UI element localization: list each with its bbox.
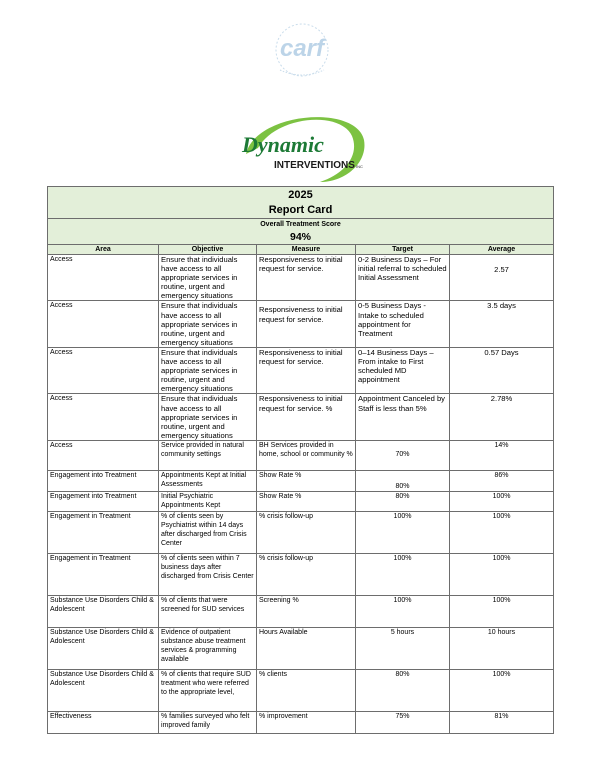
cell-measure: Show Rate % bbox=[257, 491, 356, 511]
cell-area: Effectiveness bbox=[48, 711, 159, 733]
cell-objective: Ensure that individuals have access to all appropriate services in routine, urgent and emergency situations bbox=[159, 301, 257, 347]
cell-area: Substance Use Disorders Child & Adolescent bbox=[48, 669, 159, 711]
cell-target: 0–14 Business Days – From intake to First scheduled MD appointment bbox=[356, 347, 450, 393]
cell-average: 10 hours bbox=[450, 627, 554, 669]
table-row bbox=[48, 440, 554, 470]
cell-area: Access bbox=[48, 255, 159, 301]
cell-measure: % clients bbox=[257, 669, 356, 711]
cell-average: 0.57 Days bbox=[450, 347, 554, 393]
column-header-target: Target bbox=[356, 245, 450, 255]
cell-area: Access bbox=[48, 440, 159, 470]
cell-target: 0-2 Business Days – For initial referral to scheduled Initial Assessment bbox=[356, 255, 450, 301]
column-header-measure: Measure bbox=[257, 245, 356, 255]
report-title: Report Card bbox=[48, 203, 554, 219]
cell-target: 80% bbox=[356, 669, 450, 711]
cell-objective: Service provided in natural community settings bbox=[159, 440, 257, 470]
logo-interventions-text: INTERVENTIONS bbox=[274, 160, 355, 171]
logo-inc-text: INC bbox=[356, 164, 363, 169]
carf-logo-text: carf bbox=[279, 35, 325, 62]
cell-objective: % families surveyed who felt improved family bbox=[159, 711, 257, 733]
table-row bbox=[48, 491, 554, 511]
table-row bbox=[48, 255, 554, 301]
overall-score-value: 94% bbox=[48, 230, 554, 245]
cell-objective: Ensure that individuals have access to all appropriate services in routine, urgent and emergency situations bbox=[159, 347, 257, 393]
cell-average: 100% bbox=[450, 553, 554, 595]
table-row bbox=[48, 669, 554, 711]
cell-objective: Ensure that individuals have access to all appropriate services in routine, urgent and emergency situations bbox=[159, 255, 257, 301]
cell-measure: BH Services provided in home, school or community % bbox=[257, 440, 356, 470]
cell-area: Engagement into Treatment bbox=[48, 491, 159, 511]
cell-average: 81% bbox=[450, 711, 554, 733]
table-row bbox=[48, 394, 554, 440]
overall-score-label: Overall Treatment Score bbox=[48, 219, 554, 231]
cell-measure: Show Rate % bbox=[257, 470, 356, 491]
cell-target: 80% bbox=[356, 491, 450, 511]
cell-average: 100% bbox=[450, 669, 554, 711]
cell-objective: % of clients seen within 7 business days after discharged from Crisis Center bbox=[159, 553, 257, 595]
cell-area: Engagement in Treatment bbox=[48, 511, 159, 553]
cell-area: Access bbox=[48, 301, 159, 347]
cell-area: Access bbox=[48, 347, 159, 393]
cell-measure: % improvement bbox=[257, 711, 356, 733]
cell-target: 100% bbox=[356, 553, 450, 595]
cell-average: 100% bbox=[450, 491, 554, 511]
cell-measure: % crisis follow-up bbox=[257, 511, 356, 553]
table-row bbox=[48, 627, 554, 669]
cell-average: 2.78% bbox=[450, 394, 554, 440]
cell-target: 0-5 Business Days - Intake to scheduled appointment for Treatment bbox=[356, 301, 450, 347]
cell-average: 3.5 days bbox=[450, 301, 554, 347]
cell-target: 70% bbox=[395, 450, 410, 458]
cell-target: 5 hours bbox=[356, 627, 450, 669]
table-row bbox=[48, 301, 554, 347]
cell-average: 14% bbox=[450, 440, 554, 470]
cell-target: 100% bbox=[356, 595, 450, 627]
cell-area: Engagement in Treatment bbox=[48, 553, 159, 595]
cell-measure: Responsiveness to initial request for service. bbox=[257, 255, 356, 301]
cell-area: Access bbox=[48, 394, 159, 440]
cell-objective: % of clients seen by Psychiatrist within 14 days after discharged from Crisis Center bbox=[159, 511, 257, 553]
cell-average: 100% bbox=[450, 595, 554, 627]
report-card-table bbox=[47, 186, 554, 734]
table-row bbox=[48, 470, 554, 491]
cell-measure: % crisis follow-up bbox=[257, 553, 356, 595]
cell-objective: Ensure that individuals have access to all appropriate services in routine, urgent and emergency situations bbox=[159, 394, 257, 440]
column-header-average: Average bbox=[450, 245, 554, 255]
table-row bbox=[48, 595, 554, 627]
cell-average: 86% bbox=[450, 470, 554, 491]
cell-area: Engagement into Treatment bbox=[48, 470, 159, 491]
cell-objective: Initial Psychiatric Appointments Kept bbox=[159, 491, 257, 511]
logo-dynamic-text: Dynamic bbox=[242, 132, 324, 157]
table-row bbox=[48, 511, 554, 553]
cell-objective: Evidence of outpatient substance abuse treatment services & programming available bbox=[159, 627, 257, 669]
cell-measure: Hours Available bbox=[257, 627, 356, 669]
cell-target: Appointment Canceled by Staff is less than 5% bbox=[356, 394, 450, 440]
dynamic-interventions-logo bbox=[236, 110, 370, 184]
cell-area: Substance Use Disorders Child & Adolescent bbox=[48, 595, 159, 627]
cell-average: 2.57 bbox=[494, 265, 509, 274]
cell-objective: % of clients that were screened for SUD services bbox=[159, 595, 257, 627]
cell-target: 100% bbox=[356, 511, 450, 553]
cell-area: Substance Use Disorders Child & Adolescent bbox=[48, 627, 159, 669]
table-row bbox=[48, 711, 554, 733]
cell-target: 75% bbox=[356, 711, 450, 733]
cell-objective: Appointments Kept at Initial Assessments bbox=[159, 470, 257, 491]
column-header-objective: Objective bbox=[159, 245, 257, 255]
cell-average: 100% bbox=[450, 511, 554, 553]
cell-objective: % of clients that require SUD treatment who were referred to the appropriate level, bbox=[159, 669, 257, 711]
column-header-area: Area bbox=[48, 245, 159, 255]
report-year: 2025 bbox=[48, 187, 554, 204]
cell-measure: Screening % bbox=[257, 595, 356, 627]
cell-measure: Responsiveness to initial request for service. % bbox=[257, 394, 356, 440]
table-row bbox=[48, 347, 554, 393]
table-row bbox=[48, 553, 554, 595]
cell-measure: Responsiveness to initial request for service. bbox=[257, 347, 356, 393]
cell-measure: Responsiveness to initial request for service. bbox=[259, 305, 343, 324]
cell-target: 80% bbox=[395, 482, 410, 490]
carf-logo bbox=[266, 22, 338, 84]
